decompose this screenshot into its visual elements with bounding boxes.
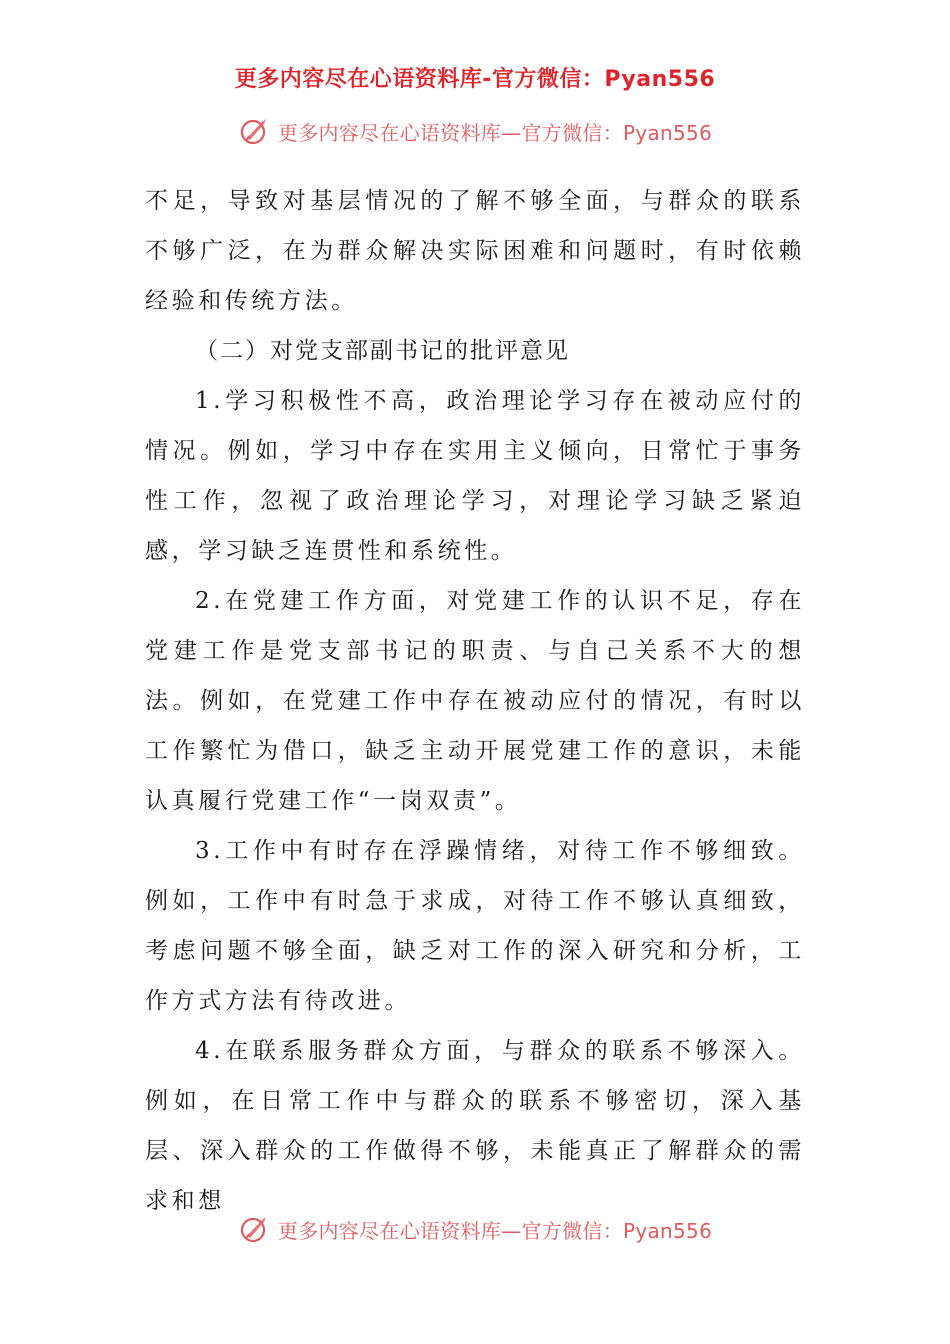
pen-logo-icon (238, 1212, 272, 1246)
paragraph-continuation: 不足，导致对基层情况的了解不够全面，与群众的联系不够广泛，在为群众解决实际困难和问题时，有时依赖经验和传统方法。 (145, 188, 805, 314)
footer-watermark-text: 更多内容尽在心语资料库—官方微信：Pyan556 (277, 1218, 713, 1243)
top-banner: 更多内容尽在心语资料库-官方微信：Pyan556 (234, 67, 716, 92)
paragraph-item-2: 2.在党建工作方面，对党建工作的认识不足，存在党建工作是党支部书记的职责、与自己关系不大的想法。例如，在党建工作中存在被动应付的情况，有时以工作繁忙为借口，缺乏主动开展党建工作的意识，未能认真履行党建工作“一岗双责”。 (145, 588, 805, 814)
footer-watermark (0, 1212, 950, 1246)
header-watermark (0, 114, 950, 148)
paragraph-item-1: 1.学习积极性不高，政治理论学习存在被动应付的情况。例如，学习中存在实用主义倾向，日常忙于事务性工作，忽视了政治理论学习，对理论学习缺乏紧迫感，学习缺乏连贯性和系统性。 (145, 388, 805, 564)
document-body (145, 176, 805, 1226)
header-watermark-text: 更多内容尽在心语资料库—官方微信：Pyan556 (277, 120, 713, 145)
pen-logo-icon (238, 114, 272, 148)
paragraph-item-4: 4.在联系服务群众方面，与群众的联系不够深入。例如，在日常工作中与群众的联系不够密切，深入基层、深入群众的工作做得不够，未能真正了解群众的需求和想 (145, 1038, 805, 1214)
paragraph-item-3: 3.工作中有时存在浮躁情绪，对待工作不够细致。例如，工作中有时急于求成，对待工作不够认真细致，考虑问题不够全面，缺乏对工作的深入研究和分析，工作方式方法有待改进。 (145, 838, 805, 1014)
section-heading: （二）对党支部副书记的批评意见 (195, 338, 570, 364)
